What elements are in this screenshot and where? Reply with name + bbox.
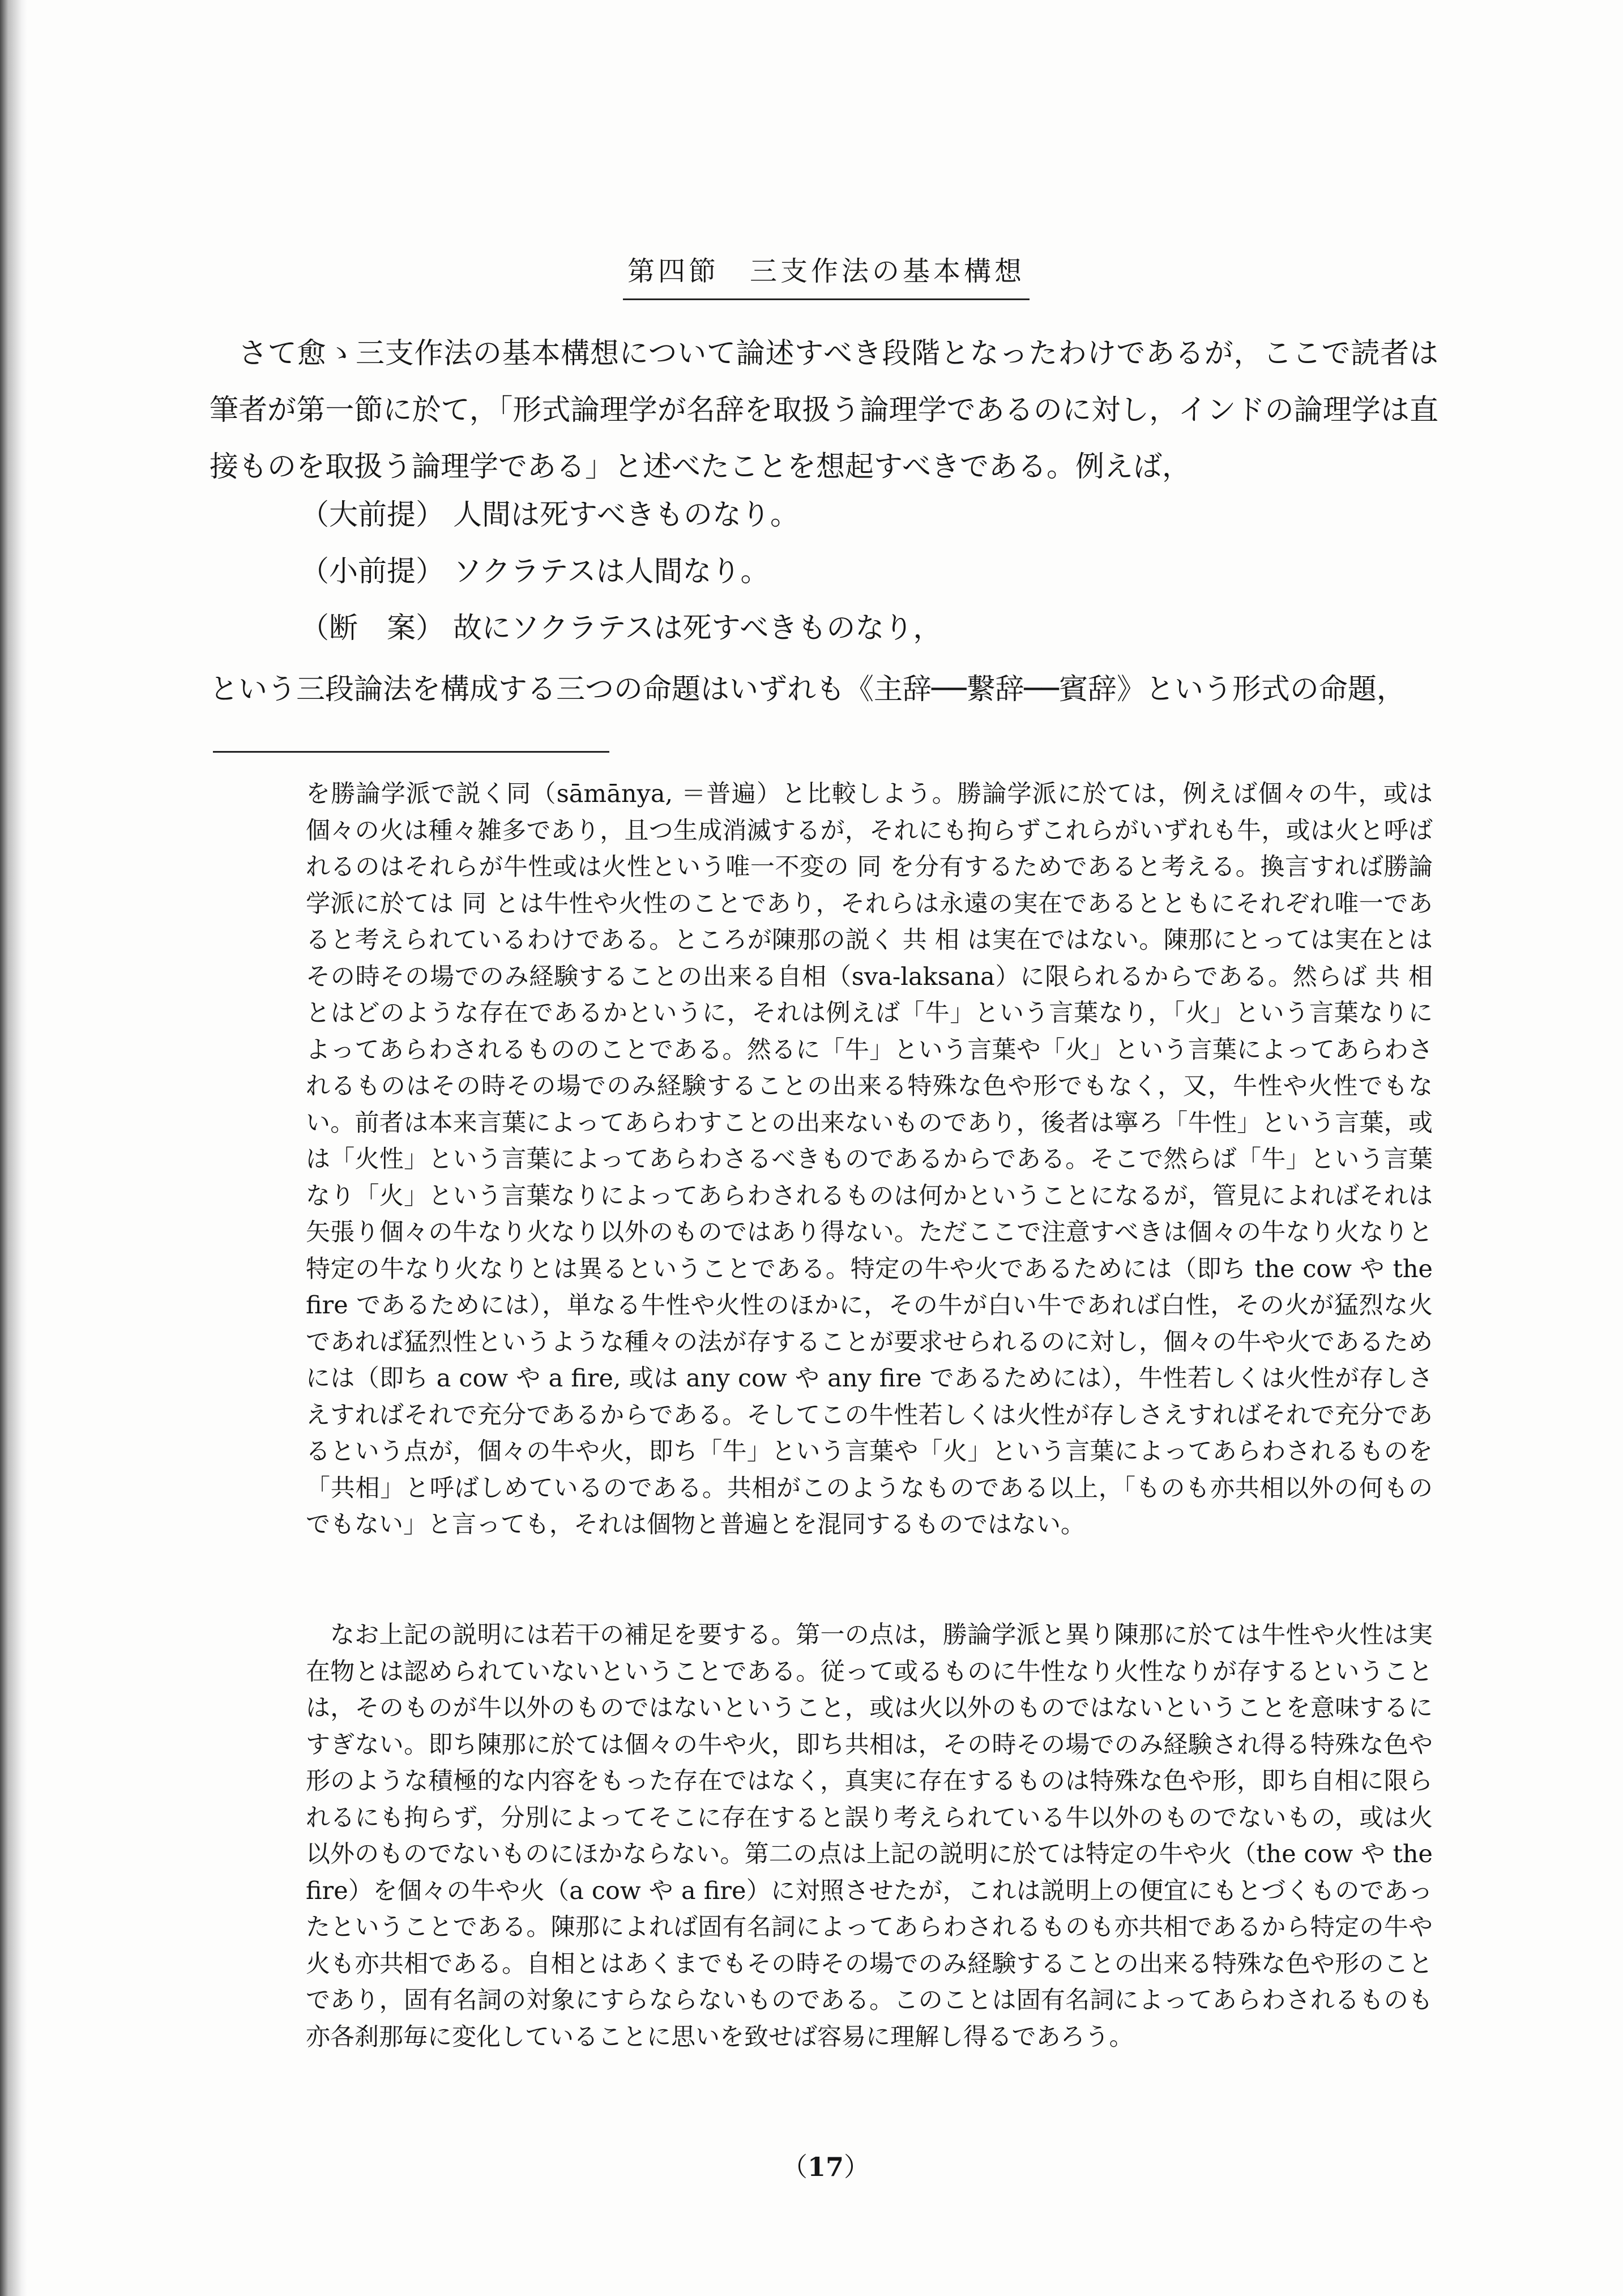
scan-edge — [0, 0, 27, 2296]
syllogism-minor — [300, 555, 769, 589]
section-heading: 第四節 三支作法の基本構想 — [623, 249, 1030, 300]
syllogism-tag: （小前提） — [300, 555, 445, 588]
page-number-value: 17 — [808, 2152, 844, 2182]
intro-paragraph: さて愈ゝ三支作法の基本構想について論述すべき段階となったわけであるが，ここで読者は筆者が第一節に於て，「形式論理学が名辞を取扱う論理学であるのに対し，インドの論理学は直接ものを取扱う論理学である」と述べたことを想起すべきである。例えば， — [210, 337, 1438, 484]
syllogism-tag: （断 案） — [300, 612, 445, 645]
syllogism-major — [300, 498, 799, 532]
syllogism-text: 人間は死すべきものなり。 — [453, 498, 799, 532]
syllogism-text: 故にソクラテスは死すべきものなり， — [453, 612, 942, 645]
footnote-paragraph: なお上記の説明には若干の補足を要する。第一の点は，勝論学派と異り陳那に於ては牛性や火性は実在物とは認められていないということである。従って或るものに牛性なり火性なりが存するということは，そのものが牛以外のものではないということ，或は火以外のものではないということを意味するにすぎない。即ち陳那に於ては個々の牛や火，即ち共相は，その時その場でのみ経験され得る特殊な色や形のような積極的な内容をもった存在ではなく，真実に存在するものは特殊な色や形，即ち自相に限られるにも拘らず，分別によってそこに存在すると誤り考えられている牛以外のものでないもの，或は火以外のものでないものにほかならない。第二の点は上記の説明に於ては特定の牛や火（the cow や the fire）を個々の牛や火（a cow や a fire）に対照させたが，これは説明上の便宜にもとづくものであったということである。陳那によれば固有名詞によってあらわされるものも亦共相であるから特定の牛や火も亦共相である。自相とはあくまでもその時その場でのみ経験することの出来る特殊な色や形のことであり，固有名詞の対象にすらならないものである。このことは固有名詞によってあらわされるものも亦各刹那毎に変化していることに思いを致せば容易に理解し得るであろう。 — [306, 1621, 1433, 2051]
tail-line: という三段論法を構成する三つの命題はいずれも《主辞──繋辞──賓辞》という形式の命題， — [210, 673, 1406, 706]
syllogism-tag: （大前提） — [300, 498, 445, 532]
syllogism-conclusion — [300, 612, 942, 646]
page-number — [781, 2146, 870, 2184]
footnote-paragraph: を勝論学派で説く同（sāmānya, ＝普遍）と比較しよう。勝論学派に於ては，例えば個々の牛，或は個々の火は種々雑多であり，且つ生成消滅するが，それにも拘らずこれらがいずれも牛，或は火と呼ばれるのはそれらが牛性或は火性という唯一不変の 同 を分有するためであると考える。換言すれば勝論学派に於ては 同 とは牛性や火性のことであり，それらは永遠の実在であるとともにそれぞれ唯一であると考えられているわけである。ところが陳那の説く 共 相 は実在ではない。陳那にとっては実在とはその時その場でのみ経験することの出来る自相（sva-laksana）に限られるからである。然らば 共 相 とはどのような存在であるかというに，それは例えば「牛」という言葉なり，「火」という言葉なりによってあらわされるもののことである。然るに「牛」という言葉や「火」という言葉によってあらわされるものはその時その場でのみ経験することの出来る特殊な色や形でもなく，又，牛性や火性でもない。前者は本来言葉によってあらわすことの出来ないものであり，後者は寧ろ「牛性」という言葉，或は「火性」という言葉によってあらわさるべきものであるからである。そこで然らば「牛」という言葉なり「火」という言葉なりによってあらわされるものは何かということになるが，管見によればそれは矢張り個々の牛なり火なり以外のものではあり得ない。ただここで注意すべきは個々の牛なり火なりと特定の牛なり火なりとは異るということである。特定の牛や火であるためには（即ち the cow や the fire であるためには），単なる牛性や火性のほかに，その牛が白い牛であれば白性，その火が猛烈な火であれば猛烈性というような種々の法が存することが要求せられるのに対し，個々の牛や火であるためには（即ち a cow や a fire, 或は any cow や any fire であるためには），牛性若しくは火性が存しさえすればそれで充分であるからである。そしてこの牛性若しくは火性が存しさえすればそれで充分であるという点が，個々の牛や火，即ち「牛」という言葉や「火」という言葉によってあらわされるものを「共相」と呼ばしめているのである。共相がこのようなものである以上，「ものも亦共相以外の何ものでもない」と言っても，それは個物と普遍とを混同するものではない。 — [306, 780, 1433, 1539]
page-number-open: （ — [781, 2152, 808, 2182]
footnote-rule — [213, 751, 609, 753]
syllogism-text: ソクラテスは人間なり。 — [453, 555, 770, 588]
page-number-close: ） — [844, 2152, 870, 2182]
